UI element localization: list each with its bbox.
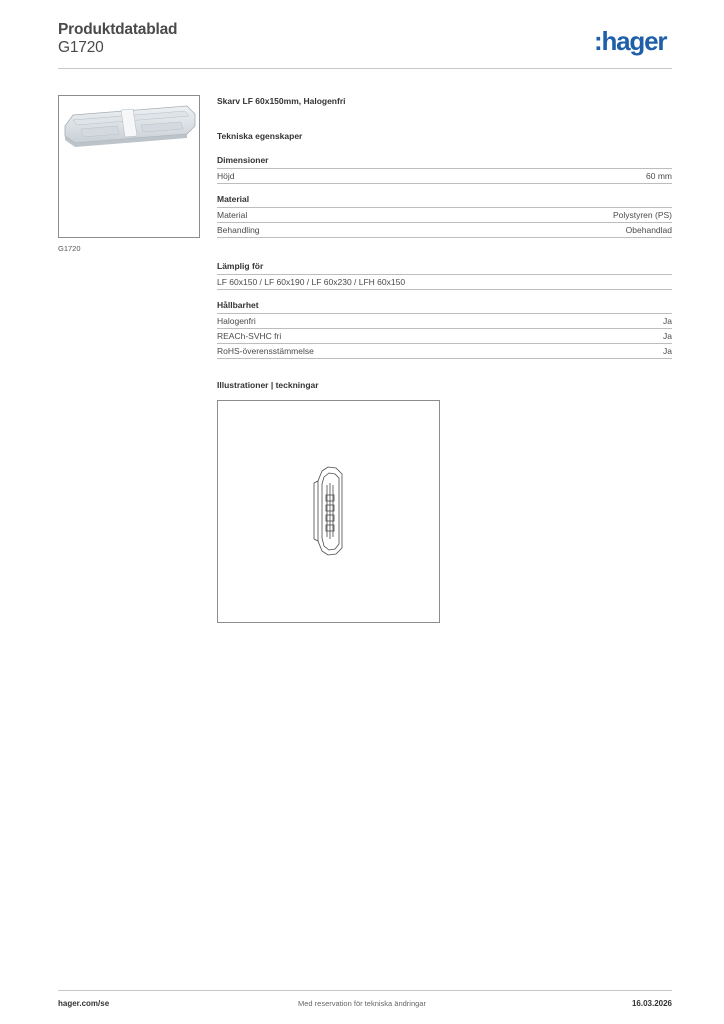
photo-caption: G1720 xyxy=(58,244,81,253)
spec-label: REACh-SVHC fri xyxy=(217,331,282,341)
footer-website: hager.com/se xyxy=(58,999,110,1008)
product-name: Skarv LF 60x150mm, Halogenfri xyxy=(217,96,346,106)
footer-date: 16.03.2026 xyxy=(631,999,672,1008)
spec-value: Obehandlad xyxy=(625,225,672,235)
spec-row xyxy=(217,222,672,238)
tech-heading: Tekniska egenskaper xyxy=(217,131,303,141)
spec-row xyxy=(217,207,672,222)
spec-value: Ja xyxy=(663,346,672,356)
footer-disclaimer: Med reservation för tekniska ändringar xyxy=(298,999,426,1008)
section-title: Material xyxy=(217,194,250,204)
suitable-for-section xyxy=(217,261,672,290)
spec-label: LF 60x150 / LF 60x190 / LF 60x230 / LFH 60x150 xyxy=(217,277,406,287)
technical-drawing xyxy=(217,400,440,623)
section-title: Dimensioner xyxy=(217,155,269,165)
spec-row xyxy=(217,328,672,343)
spec-row xyxy=(217,343,672,359)
spec-label: Halogenfri xyxy=(217,316,256,326)
material-section xyxy=(217,194,672,238)
footer-divider xyxy=(58,990,672,991)
spec-label: Material xyxy=(217,210,248,220)
product-code: G1720 xyxy=(58,39,104,56)
spec-row xyxy=(217,274,672,290)
spec-value: Polystyren (PS) xyxy=(612,210,672,220)
spec-row xyxy=(217,313,672,328)
section-title: Hållbarhet xyxy=(217,300,259,310)
technical-drawing-image xyxy=(218,401,439,622)
spec-value: 60 mm xyxy=(646,171,672,181)
section-title: Lämplig för xyxy=(217,261,264,271)
illustrations-heading: Illustrationer | teckningar xyxy=(217,380,319,390)
spec-row xyxy=(217,168,672,184)
page-title: Produktdatablad xyxy=(58,21,178,38)
spec-label: RoHS-överensstämmelse xyxy=(217,346,314,356)
dimensions-section xyxy=(217,155,672,184)
spec-label: Höjd xyxy=(217,171,235,181)
header-divider xyxy=(58,68,672,69)
spec-label: Behandling xyxy=(217,225,260,235)
sustainability-section xyxy=(217,300,672,359)
product-photo-image xyxy=(59,96,199,237)
spec-value: Ja xyxy=(663,316,672,326)
spec-value: Ja xyxy=(663,331,672,341)
hager-logo: :hager xyxy=(594,26,667,56)
product-photo xyxy=(58,95,200,238)
